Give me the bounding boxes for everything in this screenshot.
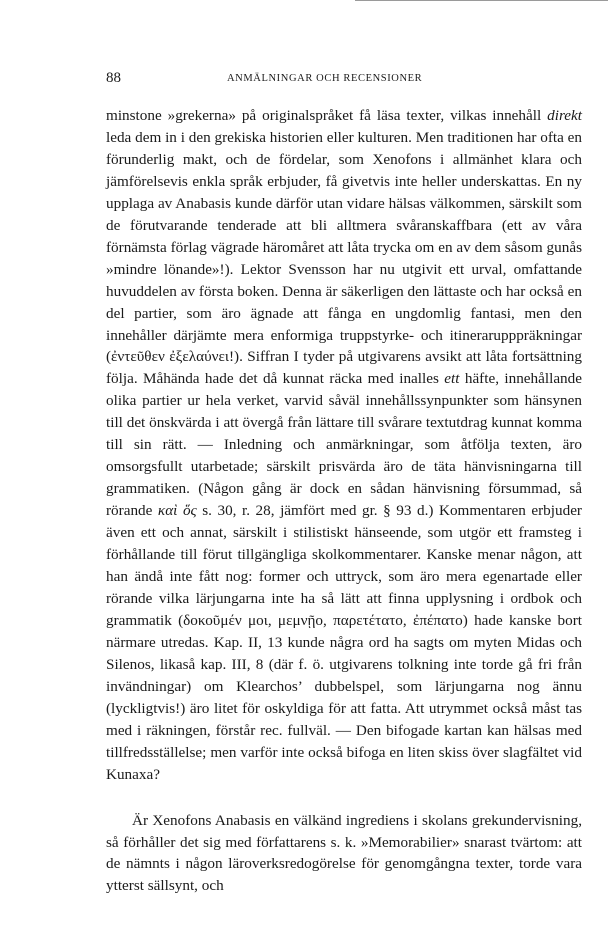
text-run: leda dem in i den grekiska historien eller kulturen. Men traditionen har ofta en förunderlig makt, och de fördelar, som Xenofons i allmänhet klara och jämförelsevis enkla språk erbjuder, få givetvis inte heller underskattas. En ny upplaga av Anabasis kunde därför utan vidare hälsas välkommen, särskilt som de förutvarande tenderade att bli alltmera svåranskaffbara (ett av våra förnämsta förlag vägrade häromåret att låta trycka om en av dem såsom gunås »mindre lönande»!). Lektor Svensson har nu utgivit ett urval, omfattande huvuddelen av första boken. Denna är säkerligen den lättaste och har också en del partier, som äro ägnade att fånga en ungdomlig fantasi, men den innehåller därjämte mera enformiga truppstyrke- och itinerarupppräkningar (ἐντεῦθεν ἐξελαύνει!). Siffran I tyder på utgivarens avsikt att låta fortsättning följa. Måhända hade det då kunnat räcka med inalles [106, 128, 582, 388]
text-run: Är Xenofons Anabasis en välkänd ingrediens i skolans grekundervisning, så förhåller det sig med författarens s. k. »Memorabilier» snarast tvärtom: att de nämnts i någon läroverksredogörelse för genomgångna texter, torde vara ytterst sällsynt, och [106, 811, 582, 895]
body-text [106, 105, 582, 897]
text-run: s. 30, r. 28, jämfört med gr. § 93 d.) Kommentaren erbjuder även ett och annat, särskilt i stilistiskt hänseende, som utgör ett framsteg i förhållande till förut tillgängliga skolkommentarer. Kanske menar någon, att han ändå inte fått nog: former och uttryck, som äro mera egenartade eller rörande vilka lärjungarna inte ha så lätt att finna upplysning i ordbok och grammatik (δοκοῦμέν μοι, μεμνῇο, παρετέτατο, ἐπέπατο) hade kanske bort närmare utredas. Kap. II, 13 kunde några ord ha sagts om myten Midas och Silenos, likaså kap. III, 8 (där f. ö. utgivarens tolkning inte torde gå fri från invändningar) om Klearchos’ dubbelspel, som lärjungarna nog ännu (lyckligtvis!) äro litet för oskyldiga för att fatta. Att utrymmet också måst tas med i räkningen, förstår rec. fullväl. — Den bifogade kartan kan hälsas med tillfredsställelse; men varför inte också bifoga en liten skiss över slagfältet vid Kunaxa? [106, 502, 582, 783]
paragraph-2 [106, 810, 582, 898]
italic-run: direkt [547, 107, 582, 124]
italic-run: καὶ ὅς [157, 502, 197, 520]
running-head: ANMÄLNINGAR OCH RECENSIONER [227, 73, 423, 84]
paragraph-1 [106, 105, 582, 786]
text-run: minstone »grekerna» på originalspråket få läsa texter, vilkas innehåll [106, 107, 548, 124]
text-run: häfte, innehållande olika partier ur hela verket, varvid såväl innehållssynpunkter som hänsynen till det önskvärda i att övergå från lättare till svårare textutdrag kunnat komma till sin rätt. — Inledning och anmärkningar, som åtfölja texten, äro omsorgsfullt utarbetade; särskilt prisvärda äro de täta hänvisningarna till grammatiken. (Någon gång är dock en sådan hänvisning försummad, så rörande [106, 370, 582, 520]
top-rule [355, 0, 608, 1]
page-header [106, 70, 586, 90]
italic-run: ett [444, 370, 460, 388]
page-number: 88 [106, 70, 121, 86]
